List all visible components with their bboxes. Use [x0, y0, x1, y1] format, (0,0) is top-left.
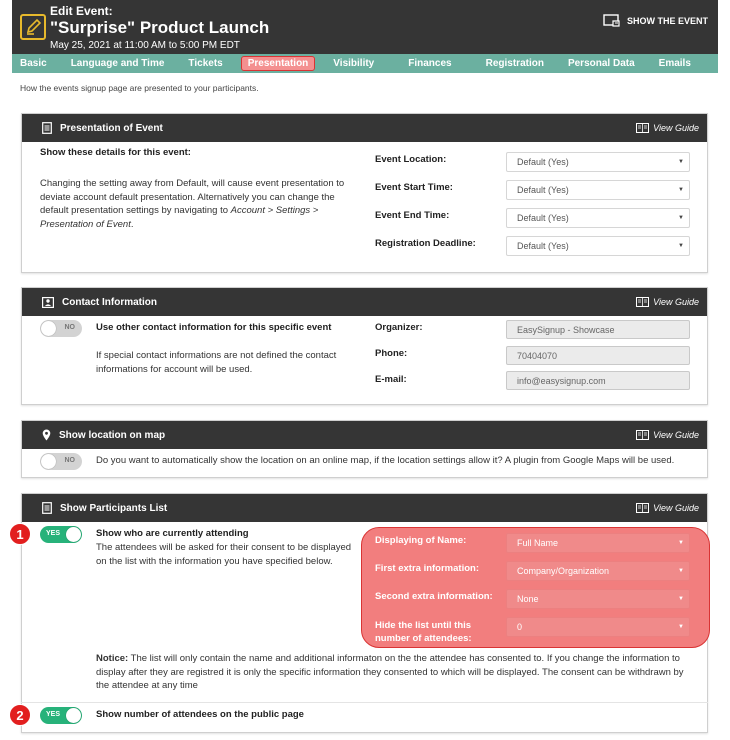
document-icon	[42, 122, 52, 134]
toggle-state: NO	[64, 457, 75, 464]
show-attendee-count-heading: Show number of attendees on the public page	[96, 709, 304, 720]
map-pin-icon	[42, 429, 51, 441]
view-guide-label: View Guide	[653, 503, 699, 513]
first-extra-info-label: First extra information:	[375, 563, 479, 574]
tab-visibility[interactable]: Visibility	[333, 58, 375, 69]
settings-path-text: Presentation of Event	[40, 218, 131, 230]
presentation-heading: Show these details for this event:	[40, 147, 191, 158]
chevron-down-icon: ▼	[678, 596, 684, 602]
guide-icon	[636, 123, 649, 133]
second-extra-info-select[interactable]	[506, 589, 690, 609]
participants-panel-title: Show Participants List	[60, 502, 168, 514]
chevron-down-icon: ▼	[678, 568, 684, 574]
view-guide-link[interactable]	[636, 503, 699, 513]
divider	[21, 702, 708, 703]
view-guide-label: View Guide	[653, 297, 699, 307]
toggle-knob	[66, 708, 81, 723]
toggle-knob	[66, 527, 81, 542]
hide-list-label-line: number of attendees:	[375, 633, 472, 644]
view-guide-label: View Guide	[653, 123, 699, 133]
contact-card-icon	[42, 297, 54, 308]
event-start-time-label: Event Start Time:	[375, 182, 453, 193]
page-description: How the events signup page are presented to your participants.	[20, 83, 259, 93]
map-panel	[21, 420, 708, 478]
notice-line: The list will only contain the name and additional informaton on the the attendee has consented to. If you change the information to	[130, 653, 680, 664]
show-event-label: SHOW THE EVENT	[626, 15, 708, 26]
view-guide-label: View Guide	[653, 430, 699, 440]
event-end-time-select[interactable]	[506, 208, 690, 228]
view-guide-link[interactable]	[636, 123, 699, 133]
tab-presentation[interactable]: Presentation	[241, 56, 316, 71]
email-label: E-mail:	[375, 374, 407, 385]
guide-icon	[636, 503, 649, 513]
edit-event-label: Edit Event:	[50, 4, 113, 18]
event-date: May 25, 2021 at 11:00 AM to 5:00 PM EDT	[50, 40, 240, 51]
tab-registration[interactable]: Registration	[485, 58, 544, 69]
select-value: Default (Yes)	[517, 185, 569, 195]
contact-desc-line: informations for account will be used.	[96, 363, 253, 375]
show-attending-toggle[interactable]	[40, 526, 82, 543]
event-location-label: Event Location:	[375, 154, 447, 165]
select-value: Full Name	[517, 538, 559, 548]
notice-label: Notice:	[96, 653, 129, 664]
map-panel-title: Show location on map	[59, 429, 166, 441]
toggle-state: YES	[46, 711, 61, 718]
guide-icon	[636, 430, 649, 440]
participants-desc-line: on the list with the information you have specified below.	[96, 555, 333, 567]
registration-deadline-select[interactable]	[506, 236, 690, 256]
presentation-desc-line: deviate account default presentation. Alternatively you can change the	[40, 191, 335, 203]
step-marker: 1	[9, 523, 31, 545]
presentation-desc-line: default presentation settings by navigating to	[40, 205, 229, 216]
toggle-knob	[41, 454, 56, 469]
event-start-time-select[interactable]	[506, 180, 690, 200]
contact-info-toggle[interactable]	[40, 320, 82, 337]
toggle-knob	[41, 321, 56, 336]
contact-heading: Use other contact information for this specific event	[96, 322, 332, 333]
event-header	[12, 0, 718, 54]
settings-path-text: Account > Settings >	[230, 205, 319, 216]
hide-list-label-line: Hide the list until this	[375, 620, 472, 631]
monitor-icon	[603, 14, 621, 27]
select-value: Company/Organization	[517, 566, 610, 576]
document-icon	[42, 502, 52, 514]
chevron-down-icon: ▼	[678, 159, 684, 165]
event-title: "Surprise" Product Launch	[50, 18, 270, 37]
select-value: None	[517, 594, 539, 604]
guide-icon	[636, 297, 649, 307]
select-value: Default (Yes)	[517, 241, 569, 251]
phone-label: Phone:	[375, 348, 408, 359]
chevron-down-icon: ▼	[678, 215, 684, 221]
organizer-field: EasySignup - Showcase	[506, 320, 690, 339]
presentation-panel-title: Presentation of Event	[60, 122, 163, 134]
contact-desc-line: If special contact informations are not defined the contact	[96, 350, 337, 361]
chevron-down-icon: ▼	[678, 540, 684, 546]
select-value: Default (Yes)	[517, 157, 569, 167]
contact-panel-title: Contact Information	[62, 296, 157, 308]
presentation-desc-line: Changing the setting away from Default, will cause event presentation to	[40, 178, 345, 189]
event-location-select[interactable]	[506, 152, 690, 172]
tab-language-and-time[interactable]: Language and Time	[70, 58, 165, 69]
participants-panel-header	[22, 494, 707, 522]
map-panel-header	[22, 421, 707, 449]
edit-icon	[20, 14, 46, 40]
presentation-panel-header	[22, 114, 707, 142]
chevron-down-icon: ▼	[678, 624, 684, 630]
tab-bar	[12, 54, 718, 73]
view-guide-link[interactable]	[636, 297, 699, 307]
phone-field: 70404070	[506, 346, 690, 365]
select-value: 0	[517, 622, 523, 632]
second-extra-info-label: Second extra information:	[375, 591, 493, 602]
participants-desc-line: The attendees will be asked for their consent to be displayed	[96, 542, 352, 553]
show-event-button[interactable]	[603, 14, 708, 27]
presentation-description: Changing the setting away from Default, will cause event presentation to deviate account default presentation. Alternatively you can change the default presentation settings by navigating to Account > Settings > Presentation of Event.	[40, 178, 345, 230]
consent-notice	[96, 652, 696, 693]
organizer-label: Organizer:	[375, 322, 423, 333]
hide-list-threshold-select[interactable]	[506, 617, 690, 637]
event-end-time-label: Event End Time:	[375, 210, 450, 221]
toggle-state: YES	[46, 530, 61, 537]
show-attending-description	[96, 541, 366, 568]
email-field: info@easysignup.com	[506, 371, 690, 390]
show-attendee-count-toggle[interactable]	[40, 707, 82, 724]
step-marker: 2	[9, 704, 31, 726]
tab-emails[interactable]: Emails	[658, 58, 691, 69]
chevron-down-icon: ▼	[678, 243, 684, 249]
map-description: Do you want to automatically show the location on an online map, if the location settings allow it? A plugin from Google Maps will be used.	[96, 455, 675, 466]
tab-tickets[interactable]: Tickets	[188, 58, 223, 69]
show-attending-heading: Show who are currently attending	[96, 528, 249, 539]
hide-list-label	[375, 619, 472, 645]
select-value: Default (Yes)	[517, 213, 569, 223]
display-name-label: Displaying of Name:	[375, 535, 467, 546]
first-extra-info-select[interactable]	[506, 561, 690, 581]
contact-description	[96, 349, 366, 376]
contact-panel-header	[22, 288, 707, 316]
map-toggle[interactable]	[40, 453, 82, 470]
tab-personal-data[interactable]: Personal Data	[567, 58, 635, 69]
display-name-select[interactable]	[506, 533, 690, 553]
toggle-state: NO	[64, 324, 75, 331]
tab-finances[interactable]: Finances	[408, 58, 452, 69]
notice-line: display after they are registred it is only the specific information they consented to which will be displayed. The consent can be withdrawn by	[96, 666, 684, 678]
notice-line: the attendee at any time	[96, 680, 198, 691]
view-guide-link[interactable]	[636, 430, 699, 440]
tab-basic[interactable]: Basic	[20, 58, 47, 69]
registration-deadline-label: Registration Deadline:	[375, 238, 476, 249]
chevron-down-icon: ▼	[678, 187, 684, 193]
